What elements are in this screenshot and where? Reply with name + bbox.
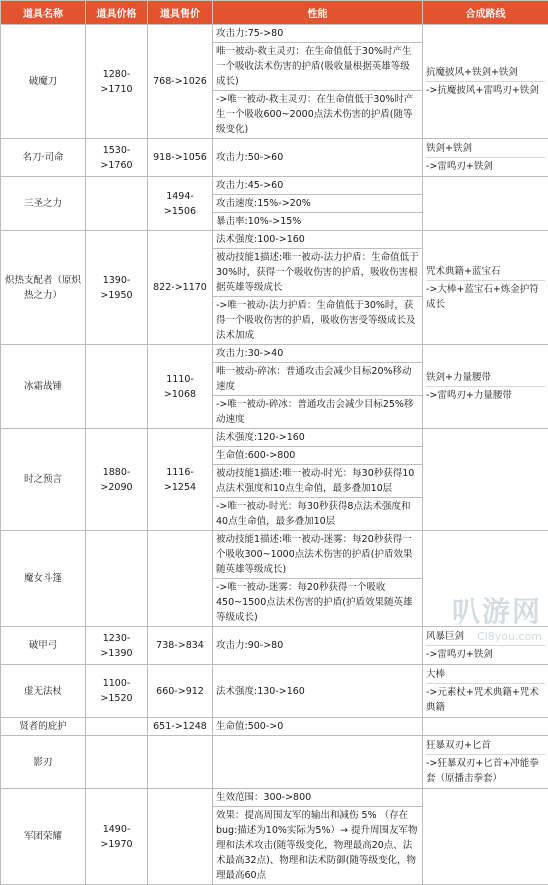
header-name: 道具名称 <box>1 1 86 25</box>
item-performance-line: 法术强度:130->160 <box>213 665 423 718</box>
item-sell-price <box>148 789 213 885</box>
item-name: 贤者的庇护 <box>1 718 86 736</box>
recipe-line: 咒术典籍+蓝宝石 <box>426 263 545 281</box>
item-row <box>1 25 548 43</box>
item-row <box>1 177 548 195</box>
item-sell-price: 651->1248 <box>148 718 213 736</box>
item-price <box>86 177 148 231</box>
item-performance-line: ->唯一被动-法力护盾：生命值低于30%时，获得一个吸收伤害的护盾，吸收伤害受等级成长及法术加成 <box>213 297 423 345</box>
item-performance-line: 唯一被动-救主灵刃：在生命值低于30%时产生一个吸收法术伤害的护盾(吸收量根据英雄等级成长) <box>213 43 423 91</box>
item-performance-line: 效果：提高周围友军的输出和减伤 5% （存在bug:描述为10%实际为5%）→ 提升周围友军物理和法术攻击(随等级变化，物理最高20点、法术最高32点)、物理和法术防御(随等级变化，物理最高60点 <box>213 807 423 885</box>
header-recipe: 合成路线 <box>423 1 548 25</box>
item-performance-line: 攻击力:50->60 <box>213 139 423 177</box>
item-price <box>86 345 148 429</box>
recipe-line: ->雷鸣刃+铁剑 <box>426 158 545 175</box>
item-price: 1530->1760 <box>86 139 148 177</box>
item-recipe <box>423 139 548 177</box>
header-price: 道具价格 <box>86 1 148 25</box>
item-row <box>1 139 548 177</box>
recipe-line: 铁剑+力量腰带 <box>426 369 545 387</box>
item-performance-line: ->唯一被动-时光：每30秒获得8点法术强度和40点生命值，最多叠加10层 <box>213 498 423 531</box>
item-sell-price: 1116->1254 <box>148 429 213 531</box>
item-performance-line: 攻击速度:15%->20% <box>213 195 423 213</box>
recipe-line: ->大棒+蓝宝石+炼金护符成长 <box>426 281 545 313</box>
item-performance-line: 生命值:600->800 <box>213 447 423 465</box>
item-recipe <box>423 25 548 139</box>
item-sell-price <box>148 531 213 627</box>
item-performance-line: ->唯一被动-碎冰：普通攻击会减少目标25%移动速度 <box>213 396 423 429</box>
item-performance-line: 生命值:500->0 <box>213 718 423 736</box>
item-name: 时之预言 <box>1 429 86 531</box>
item-price: 1490->1970 <box>86 789 148 885</box>
item-sell-price: 768->1026 <box>148 25 213 139</box>
item-performance-line: 唯一被动-碎冰：普通攻击会减少目标20%移动速度 <box>213 363 423 396</box>
item-sell-price: 1110->1068 <box>148 345 213 429</box>
item-performance-line: 攻击力:90->80 <box>213 627 423 665</box>
item-performance-line: 被动技能1描述:唯一被动-迷雾：每20秒获得一个吸收300~1000点法术伤害的护盾(护盾效果随英雄等级成长) <box>213 531 423 579</box>
item-performance-line: 攻击力:45->60 <box>213 177 423 195</box>
item-recipe <box>423 718 548 736</box>
item-row <box>1 231 548 249</box>
item-recipe <box>423 736 548 789</box>
recipe-line: 铁剑+铁剑 <box>426 140 545 158</box>
item-name: 破魔刀 <box>1 25 86 139</box>
recipe-line: 抗魔披风+铁剑+铁剑 <box>426 64 545 82</box>
header-sell: 道具售价 <box>148 1 213 25</box>
item-sell-price: 822->1170 <box>148 231 213 345</box>
item-performance-line: 生效范围：300->800 <box>213 789 423 807</box>
item-price: 1100->1520 <box>86 665 148 718</box>
item-name: 虚无法杖 <box>1 665 86 718</box>
item-sell-price: 918->1056 <box>148 139 213 177</box>
item-name: 冰霜战锤 <box>1 345 86 429</box>
item-performance-line <box>213 736 423 789</box>
item-sell-price: 1494->1506 <box>148 177 213 231</box>
recipe-line: ->雷鸣刃+力量腰带 <box>426 387 545 404</box>
item-price <box>86 718 148 736</box>
item-recipe <box>423 231 548 345</box>
item-price <box>86 531 148 627</box>
watermark-logo: 叭游网 <box>452 590 542 630</box>
recipe-line: 狂暴双刃+匕首 <box>426 737 545 755</box>
item-price: 1390->1950 <box>86 231 148 345</box>
recipe-line: 风暴巨剑 <box>426 628 545 646</box>
item-price: 1280->1710 <box>86 25 148 139</box>
item-row <box>1 718 548 736</box>
item-sell-price <box>148 736 213 789</box>
item-recipe <box>423 627 548 665</box>
item-recipe <box>423 429 548 531</box>
item-performance-line: 被动技能1描述:唯一被动-法力护盾：生命值低于30%时，获得一个吸收伤害的护盾，吸收伤害根据英雄等级成长 <box>213 249 423 297</box>
item-recipe <box>423 531 548 627</box>
recipe-line: ->抗魔披风+雷鸣刃+铁剑 <box>426 82 545 99</box>
item-recipe <box>423 345 548 429</box>
item-recipe <box>423 177 548 231</box>
item-name: 破甲弓 <box>1 627 86 665</box>
item-performance-line: ->唯一被动-迷雾：每20秒获得一个吸收450~1500点法术伤害的护盾(护盾效果随英雄等级成长) <box>213 579 423 627</box>
item-performance-line: 攻击力:30->40 <box>213 345 423 363</box>
item-performance-line: 法术强度:100->160 <box>213 231 423 249</box>
item-row <box>1 627 548 665</box>
item-rows <box>1 25 548 885</box>
item-sell-price: 660->912 <box>148 665 213 718</box>
item-name: 魔女斗篷 <box>1 531 86 627</box>
item-row <box>1 345 548 363</box>
item-price: 1880->2090 <box>86 429 148 531</box>
item-price: 1230->1390 <box>86 627 148 665</box>
item-name: 名刀·司命 <box>1 139 86 177</box>
item-price <box>86 736 148 789</box>
item-performance-line: ->唯一被动-救主灵刃：在生命值低于30%时产生一个吸收600~2000点法术伤害的护盾(随等级变化) <box>213 91 423 139</box>
item-performance-line: 被动技能1描述:唯一被动-时光：每30秒获得10点法术强度和10点生命值，最多叠加10层 <box>213 465 423 498</box>
item-row <box>1 665 548 718</box>
watermark-site: Cl8you.com <box>452 630 542 643</box>
item-name: 影刃 <box>1 736 86 789</box>
item-performance-line: 暴击率:10%->15% <box>213 213 423 231</box>
item-row <box>1 531 548 579</box>
item-row <box>1 736 548 789</box>
recipe-line: ->雷鸣刃+铁剑 <box>426 646 545 663</box>
item-performance-line: 攻击力:75->80 <box>213 25 423 43</box>
item-performance-line: 法术强度:120->160 <box>213 429 423 447</box>
recipe-line: ->元素杖+咒术典籍+咒术典籍 <box>426 684 545 716</box>
recipe-line: ->狂暴双刃+匕首+冲能拳套（原播击拳套） <box>426 755 545 787</box>
item-recipe <box>423 665 548 718</box>
recipe-line: 大棒 <box>426 666 545 684</box>
header-performance: 性能 <box>213 1 423 25</box>
item-recipe <box>423 789 548 885</box>
header-row <box>1 1 548 25</box>
item-row <box>1 789 548 807</box>
item-row <box>1 429 548 447</box>
item-name: 军团荣耀 <box>1 789 86 885</box>
item-sell-price: 738->834 <box>148 627 213 665</box>
item-name: 炽热支配者（原炽热之力） <box>1 231 86 345</box>
item-name: 三圣之力 <box>1 177 86 231</box>
